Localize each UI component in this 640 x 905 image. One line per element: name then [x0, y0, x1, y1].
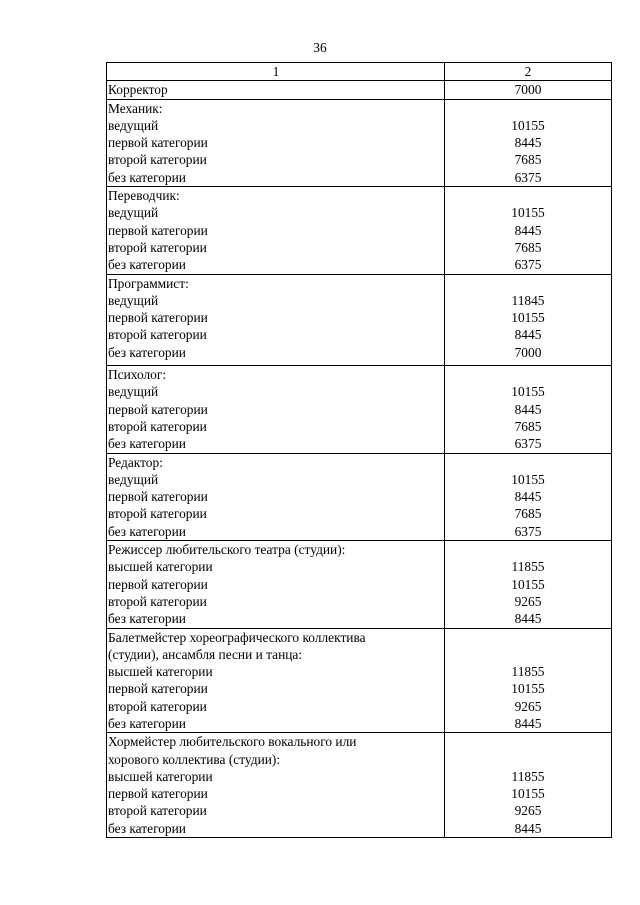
salary-value: 8445 — [514, 327, 542, 343]
salary-value: 6375 — [514, 169, 542, 185]
position-title: Хормейстер любительского вокального или — [108, 734, 357, 750]
salary-value: 10155 — [511, 384, 545, 400]
position-title: Редактор: — [108, 454, 163, 470]
salary-table-body — [107, 63, 612, 838]
value-spacer — [445, 646, 611, 663]
category-label: второй категории — [108, 239, 207, 255]
salary-value: 7000 — [514, 344, 542, 360]
category-label: высшей категории — [108, 664, 213, 680]
category-label: ведущий — [108, 117, 159, 133]
category-label: первой категории — [108, 576, 208, 592]
salary-value: 10155 — [511, 576, 545, 592]
salary-cell — [445, 366, 612, 453]
position-cell — [107, 81, 445, 99]
salary-value: 8445 — [514, 611, 542, 627]
salary-value: 9265 — [514, 698, 542, 714]
table-group-row — [107, 187, 612, 274]
category-label: второй категории — [108, 327, 207, 343]
table-group-row — [107, 733, 612, 838]
position-title: Переводчик: — [108, 188, 180, 204]
header-col-2: 2 — [445, 63, 612, 81]
table-group-row — [107, 274, 612, 365]
cell-gap — [445, 361, 611, 365]
position-cell — [107, 453, 445, 540]
salary-value: 8445 — [514, 820, 542, 836]
salary-value: 9265 — [514, 593, 542, 609]
salary-value: 8445 — [514, 135, 542, 151]
position-cell — [107, 274, 445, 365]
salary-value: 6375 — [514, 257, 542, 273]
category-label: ведущий — [108, 205, 159, 221]
position-title: (студии), ансамбля песни и танца: — [108, 646, 303, 662]
header-col-1: 1 — [107, 63, 445, 81]
salary-value: 11855 — [511, 664, 545, 680]
position-title: хорового коллектива (студии): — [108, 751, 281, 767]
category-label: без категории — [108, 257, 186, 273]
salary-value: 7685 — [514, 239, 542, 255]
category-label: второй категории — [108, 593, 207, 609]
salary-value: 8445 — [514, 489, 542, 505]
position-cell — [107, 187, 445, 274]
value-spacer — [445, 275, 611, 292]
salary-value: 10155 — [511, 471, 545, 487]
salary-table — [106, 62, 612, 838]
category-label: второй категории — [108, 152, 207, 168]
table-group-row — [107, 628, 612, 733]
value-spacer — [445, 187, 611, 204]
category-label: без категории — [108, 611, 186, 627]
value-spacer — [445, 366, 611, 383]
position-title: Режиссер любительского театра (студии): — [108, 542, 346, 558]
salary-cell — [445, 81, 612, 99]
category-label: без категории — [108, 820, 186, 836]
category-label: без категории — [108, 436, 186, 452]
salary-value: 10155 — [511, 681, 545, 697]
position-title: Корректор — [108, 82, 168, 98]
salary-cell — [445, 628, 612, 733]
category-label: второй категории — [108, 418, 207, 434]
category-label: без категории — [108, 169, 186, 185]
category-label: второй категории — [108, 803, 207, 819]
salary-value: 8445 — [514, 715, 542, 731]
table-group-row — [107, 453, 612, 540]
table-group-row — [107, 99, 612, 186]
salary-value: 10155 — [511, 310, 545, 326]
position-title: Механик: — [108, 100, 163, 116]
salary-cell — [445, 453, 612, 540]
category-label: второй категории — [108, 698, 207, 714]
category-label: высшей категории — [108, 768, 213, 784]
category-label: ведущий — [108, 384, 159, 400]
table-group-row — [107, 366, 612, 453]
position-cell — [107, 366, 445, 453]
category-label: первой категории — [108, 786, 208, 802]
category-label: первой категории — [108, 401, 208, 417]
position-cell — [107, 628, 445, 733]
category-label: первой категории — [108, 489, 208, 505]
salary-value: 7685 — [514, 506, 542, 522]
category-label: первой категории — [108, 310, 208, 326]
salary-value: 11855 — [511, 768, 545, 784]
salary-value: 6375 — [514, 436, 542, 452]
position-title: Балетмейстер хореографического коллектива — [108, 629, 366, 645]
salary-value: 10155 — [511, 117, 545, 133]
category-label: второй категории — [108, 506, 207, 522]
salary-cell — [445, 541, 612, 628]
table-group-row — [107, 81, 612, 99]
salary-value: 8445 — [514, 401, 542, 417]
salary-cell — [445, 274, 612, 365]
position-cell — [107, 541, 445, 628]
category-label: первой категории — [108, 222, 208, 238]
category-label: первой категории — [108, 135, 208, 151]
category-label: первой категории — [108, 681, 208, 697]
position-cell — [107, 99, 445, 186]
category-label: без категории — [108, 523, 186, 539]
table-group-row — [107, 541, 612, 628]
table-header-row — [107, 63, 612, 81]
salary-value: 10155 — [511, 786, 545, 802]
salary-value: 11845 — [511, 292, 545, 308]
salary-value: 6375 — [514, 523, 542, 539]
salary-value: 7000 — [514, 82, 542, 98]
position-title: Программист: — [108, 275, 189, 291]
category-label: без категории — [108, 344, 186, 360]
salary-cell — [445, 733, 612, 838]
value-spacer — [445, 541, 611, 558]
salary-value: 7685 — [514, 418, 542, 434]
salary-value: 9265 — [514, 803, 542, 819]
category-label: ведущий — [108, 292, 159, 308]
value-spacer — [445, 100, 611, 117]
salary-value: 10155 — [511, 205, 545, 221]
category-label: высшей категории — [108, 559, 213, 575]
salary-cell — [445, 187, 612, 274]
salary-cell — [445, 99, 612, 186]
value-spacer — [445, 733, 611, 750]
salary-value: 11855 — [511, 559, 545, 575]
cell-gap — [108, 361, 444, 365]
salary-value: 7685 — [514, 152, 542, 168]
page-number: 36 — [313, 40, 327, 55]
value-spacer — [445, 629, 611, 646]
salary-value: 8445 — [514, 222, 542, 238]
value-spacer — [445, 751, 611, 768]
category-label: без категории — [108, 715, 186, 731]
position-title: Психолог: — [108, 367, 167, 383]
category-label: ведущий — [108, 471, 159, 487]
value-spacer — [445, 454, 611, 471]
position-cell — [107, 733, 445, 838]
